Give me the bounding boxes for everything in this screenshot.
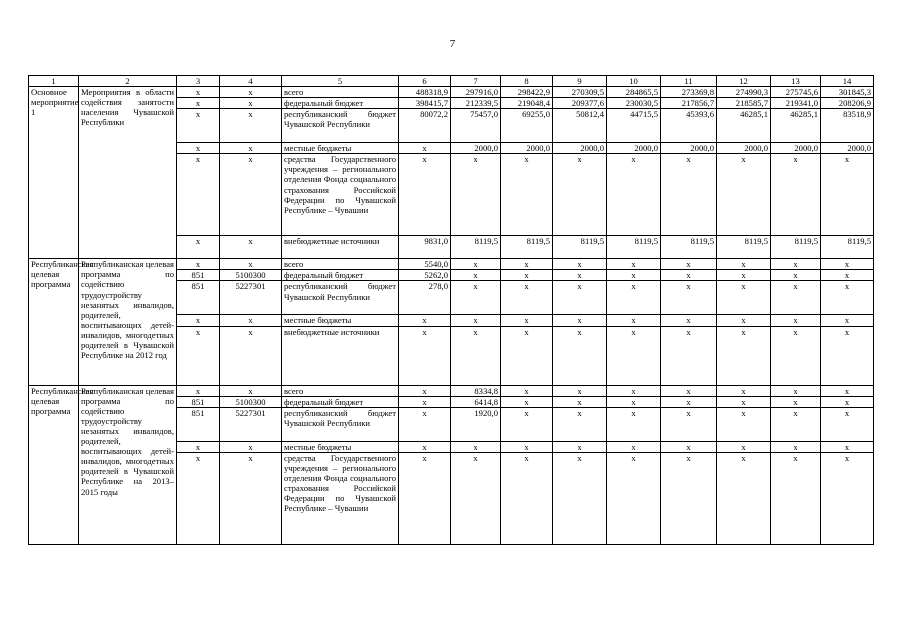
cell-value-6: 5262,0	[399, 270, 451, 281]
cell-value-8: х	[501, 154, 553, 236]
cell-value-6: х	[399, 396, 451, 407]
cell-value-7: 6414,8	[451, 396, 501, 407]
cell-value-6: 5540,0	[399, 259, 451, 270]
cell-value-13: 275745,6	[771, 87, 821, 98]
cell-value-8: 69255,0	[501, 109, 553, 143]
cell-value-13: х	[771, 452, 821, 544]
cell-value-9: х	[553, 396, 607, 407]
cell-value-9: х	[553, 407, 607, 441]
section-name: Республиканская целевая программа	[29, 385, 79, 544]
cell-value-13: х	[771, 315, 821, 326]
cell-code: х	[220, 259, 282, 270]
cell-value-10: 8119,5	[607, 236, 661, 259]
cell-code: х	[220, 452, 282, 544]
cell-value-7: х	[451, 259, 501, 270]
cell-value-10: х	[607, 326, 661, 385]
cell-funding-source: федеральный бюджет	[282, 270, 399, 281]
column-header-9: 9	[553, 76, 607, 87]
cell-code: х	[220, 143, 282, 154]
cell-grbs: х	[177, 441, 220, 452]
cell-value-14: х	[821, 259, 874, 270]
cell-grbs: х	[177, 154, 220, 236]
cell-value-11: 217856,7	[661, 98, 717, 109]
cell-value-12: х	[717, 154, 771, 236]
cell-value-10: х	[607, 385, 661, 396]
column-header-row	[29, 76, 874, 87]
cell-value-12: х	[717, 270, 771, 281]
cell-value-11: 273369,8	[661, 87, 717, 98]
cell-value-14: х	[821, 385, 874, 396]
column-header-1: 1	[29, 76, 79, 87]
cell-grbs: х	[177, 326, 220, 385]
cell-funding-source: федеральный бюджет	[282, 396, 399, 407]
cell-value-11: 45393,6	[661, 109, 717, 143]
cell-value-10: х	[607, 281, 661, 315]
cell-grbs: х	[177, 259, 220, 270]
cell-value-14: х	[821, 154, 874, 236]
cell-value-10: 2000,0	[607, 143, 661, 154]
cell-code: 5100300	[220, 396, 282, 407]
cell-value-7: х	[451, 281, 501, 315]
cell-grbs: х	[177, 143, 220, 154]
column-header-2: 2	[79, 76, 177, 87]
cell-value-9: х	[553, 270, 607, 281]
cell-value-11: х	[661, 452, 717, 544]
cell-code: х	[220, 441, 282, 452]
cell-value-11: х	[661, 154, 717, 236]
cell-value-12: х	[717, 441, 771, 452]
cell-value-11: х	[661, 407, 717, 441]
cell-grbs: 851	[177, 270, 220, 281]
column-header-6: 6	[399, 76, 451, 87]
column-header-11: 11	[661, 76, 717, 87]
cell-value-9: 50812,4	[553, 109, 607, 143]
cell-value-13: х	[771, 270, 821, 281]
cell-value-12: х	[717, 259, 771, 270]
cell-value-6: 9831,0	[399, 236, 451, 259]
cell-value-14: х	[821, 315, 874, 326]
cell-value-13: х	[771, 154, 821, 236]
cell-code: х	[220, 98, 282, 109]
cell-value-12: х	[717, 396, 771, 407]
cell-value-13: х	[771, 281, 821, 315]
cell-value-6: 278,0	[399, 281, 451, 315]
cell-funding-source: федеральный бюджет	[282, 98, 399, 109]
cell-value-9: х	[553, 259, 607, 270]
cell-value-13: х	[771, 441, 821, 452]
cell-value-10: х	[607, 407, 661, 441]
cell-value-8: х	[501, 441, 553, 452]
cell-value-7: х	[451, 270, 501, 281]
cell-funding-source: всего	[282, 385, 399, 396]
cell-value-9: х	[553, 315, 607, 326]
cell-value-10: 44715,5	[607, 109, 661, 143]
cell-value-7: 75457,0	[451, 109, 501, 143]
cell-grbs: х	[177, 87, 220, 98]
cell-value-6: х	[399, 452, 451, 544]
cell-value-13: х	[771, 326, 821, 385]
cell-value-13: 8119,5	[771, 236, 821, 259]
cell-code: х	[220, 236, 282, 259]
cell-value-9: 270309,5	[553, 87, 607, 98]
cell-value-11: х	[661, 270, 717, 281]
cell-value-14: х	[821, 326, 874, 385]
cell-value-6: 488318,9	[399, 87, 451, 98]
section-name: Основное мероприятие 1	[29, 87, 79, 259]
cell-value-9: 8119,5	[553, 236, 607, 259]
cell-value-14: 301845,3	[821, 87, 874, 98]
cell-value-8: х	[501, 326, 553, 385]
cell-value-6: х	[399, 407, 451, 441]
cell-funding-source: средства Государственного учреждения – регионального отделения Фонда социального страхования Российской Федерации по Чувашской Республике – Чувашии	[282, 452, 399, 544]
cell-code: х	[220, 154, 282, 236]
cell-value-7: х	[451, 315, 501, 326]
cell-grbs: 851	[177, 407, 220, 441]
cell-value-6: х	[399, 326, 451, 385]
cell-value-10: 284865,5	[607, 87, 661, 98]
cell-value-11: х	[661, 315, 717, 326]
cell-value-11: х	[661, 281, 717, 315]
column-header-12: 12	[717, 76, 771, 87]
cell-value-14: 208206,9	[821, 98, 874, 109]
cell-value-14: х	[821, 441, 874, 452]
cell-value-11: 2000,0	[661, 143, 717, 154]
cell-value-7: 2000,0	[451, 143, 501, 154]
cell-value-11: х	[661, 326, 717, 385]
cell-value-14: х	[821, 270, 874, 281]
cell-value-9: 2000,0	[553, 143, 607, 154]
cell-value-12: 8119,5	[717, 236, 771, 259]
cell-value-9: х	[553, 154, 607, 236]
table-row	[29, 87, 874, 98]
cell-value-8: 219048,4	[501, 98, 553, 109]
cell-code: х	[220, 315, 282, 326]
cell-value-11: х	[661, 441, 717, 452]
cell-value-7: 8119,5	[451, 236, 501, 259]
cell-value-9: 209377,6	[553, 98, 607, 109]
cell-value-10: 230030,5	[607, 98, 661, 109]
cell-grbs: х	[177, 452, 220, 544]
cell-value-8: х	[501, 407, 553, 441]
cell-value-10: х	[607, 270, 661, 281]
cell-value-8: 298422,9	[501, 87, 553, 98]
cell-value-12: х	[717, 385, 771, 396]
cell-value-14: 2000,0	[821, 143, 874, 154]
cell-value-12: х	[717, 452, 771, 544]
cell-value-12: х	[717, 315, 771, 326]
column-header-7: 7	[451, 76, 501, 87]
cell-value-8: х	[501, 396, 553, 407]
cell-code: 5227301	[220, 407, 282, 441]
cell-funding-source: местные бюджеты	[282, 143, 399, 154]
column-header-4: 4	[220, 76, 282, 87]
cell-funding-source: средства Государственного учреждения – регионального отделения Фонда социального страхования Российской Федерации по Чувашской Республике – Чувашии	[282, 154, 399, 236]
cell-value-14: 8119,5	[821, 236, 874, 259]
cell-value-6: 80072,2	[399, 109, 451, 143]
cell-value-13: х	[771, 385, 821, 396]
page-number: 7	[449, 38, 456, 50]
cell-value-8: х	[501, 259, 553, 270]
cell-value-7: 297916,0	[451, 87, 501, 98]
cell-value-14: х	[821, 452, 874, 544]
section-description: Республиканская целевая программа по содействию трудоустройству незанятых инвалидов, родителей, воспитывающих детей-инвалидов, многодетных родителей в Чувашской Республике на 2012 год	[79, 259, 177, 385]
cell-value-6: х	[399, 441, 451, 452]
cell-value-8: 8119,5	[501, 236, 553, 259]
cell-code: х	[220, 109, 282, 143]
cell-value-7: х	[451, 326, 501, 385]
cell-value-14: х	[821, 396, 874, 407]
cell-funding-source: республиканский бюджет Чувашской Республики	[282, 407, 399, 441]
column-header-14: 14	[821, 76, 874, 87]
cell-value-12: 46285,1	[717, 109, 771, 143]
cell-value-8: х	[501, 315, 553, 326]
cell-value-11: 8119,5	[661, 236, 717, 259]
cell-value-10: х	[607, 396, 661, 407]
cell-code: 5227301	[220, 281, 282, 315]
cell-value-10: х	[607, 315, 661, 326]
cell-value-8: 2000,0	[501, 143, 553, 154]
cell-value-7: 8334,8	[451, 385, 501, 396]
cell-value-12: 274990,3	[717, 87, 771, 98]
cell-value-7: х	[451, 441, 501, 452]
cell-value-9: х	[553, 452, 607, 544]
cell-value-7: х	[451, 452, 501, 544]
column-header-8: 8	[501, 76, 553, 87]
cell-grbs: 851	[177, 396, 220, 407]
cell-value-14: х	[821, 281, 874, 315]
section-name: Республиканская целевая программа	[29, 259, 79, 385]
cell-value-6: х	[399, 315, 451, 326]
cell-funding-source: всего	[282, 87, 399, 98]
column-header-5: 5	[282, 76, 399, 87]
cell-funding-source: всего	[282, 259, 399, 270]
cell-value-12: 2000,0	[717, 143, 771, 154]
cell-value-9: х	[553, 281, 607, 315]
cell-value-7: 212339,5	[451, 98, 501, 109]
cell-value-9: х	[553, 441, 607, 452]
cell-value-6: х	[399, 154, 451, 236]
cell-value-11: х	[661, 385, 717, 396]
funding-table	[28, 75, 874, 545]
cell-value-8: х	[501, 452, 553, 544]
cell-value-12: х	[717, 326, 771, 385]
cell-value-13: 2000,0	[771, 143, 821, 154]
cell-code: х	[220, 385, 282, 396]
cell-value-12: х	[717, 407, 771, 441]
cell-funding-source: местные бюджеты	[282, 441, 399, 452]
cell-value-8: х	[501, 385, 553, 396]
cell-code: х	[220, 87, 282, 98]
cell-value-13: х	[771, 407, 821, 441]
cell-value-12: 218585,7	[717, 98, 771, 109]
cell-value-10: х	[607, 441, 661, 452]
cell-value-6: 398415,7	[399, 98, 451, 109]
cell-grbs: х	[177, 109, 220, 143]
column-header-3: 3	[177, 76, 220, 87]
cell-value-13: 219341,0	[771, 98, 821, 109]
cell-grbs: х	[177, 236, 220, 259]
table-row	[29, 385, 874, 396]
cell-value-10: х	[607, 452, 661, 544]
cell-value-9: х	[553, 385, 607, 396]
cell-value-6: х	[399, 385, 451, 396]
cell-value-7: 1920,0	[451, 407, 501, 441]
cell-value-14: 83518,9	[821, 109, 874, 143]
cell-value-10: х	[607, 259, 661, 270]
cell-value-8: х	[501, 270, 553, 281]
cell-value-11: х	[661, 396, 717, 407]
cell-value-13: х	[771, 259, 821, 270]
section-description: Мероприятия в области содействия занятости населения Чувашской Республики	[79, 87, 177, 259]
cell-value-6: х	[399, 143, 451, 154]
cell-value-13: х	[771, 396, 821, 407]
cell-value-14: х	[821, 407, 874, 441]
cell-value-12: х	[717, 281, 771, 315]
cell-grbs: х	[177, 385, 220, 396]
cell-value-8: х	[501, 281, 553, 315]
cell-value-10: х	[607, 154, 661, 236]
cell-value-11: х	[661, 259, 717, 270]
cell-grbs: х	[177, 98, 220, 109]
cell-value-13: 46285,1	[771, 109, 821, 143]
section-description: Республиканская целевая программа по содействию трудоустройству незанятых инвалидов, родителей, воспитывающих детей-инвалидов, многодетных родителей в Чувашской Республике на 2013–2015 годы	[79, 385, 177, 544]
column-header-10: 10	[607, 76, 661, 87]
cell-grbs: 851	[177, 281, 220, 315]
column-header-13: 13	[771, 76, 821, 87]
cell-funding-source: местные бюджеты	[282, 315, 399, 326]
table-row	[29, 259, 874, 270]
cell-code: 5100300	[220, 270, 282, 281]
cell-funding-source: республиканский бюджет Чувашской Республики	[282, 109, 399, 143]
cell-value-7: х	[451, 154, 501, 236]
cell-funding-source: республиканский бюджет Чувашской Республики	[282, 281, 399, 315]
cell-value-9: х	[553, 326, 607, 385]
cell-grbs: х	[177, 315, 220, 326]
cell-funding-source: внебюджетные источники	[282, 326, 399, 385]
cell-code: х	[220, 326, 282, 385]
cell-funding-source: внебюджетные источники	[282, 236, 399, 259]
